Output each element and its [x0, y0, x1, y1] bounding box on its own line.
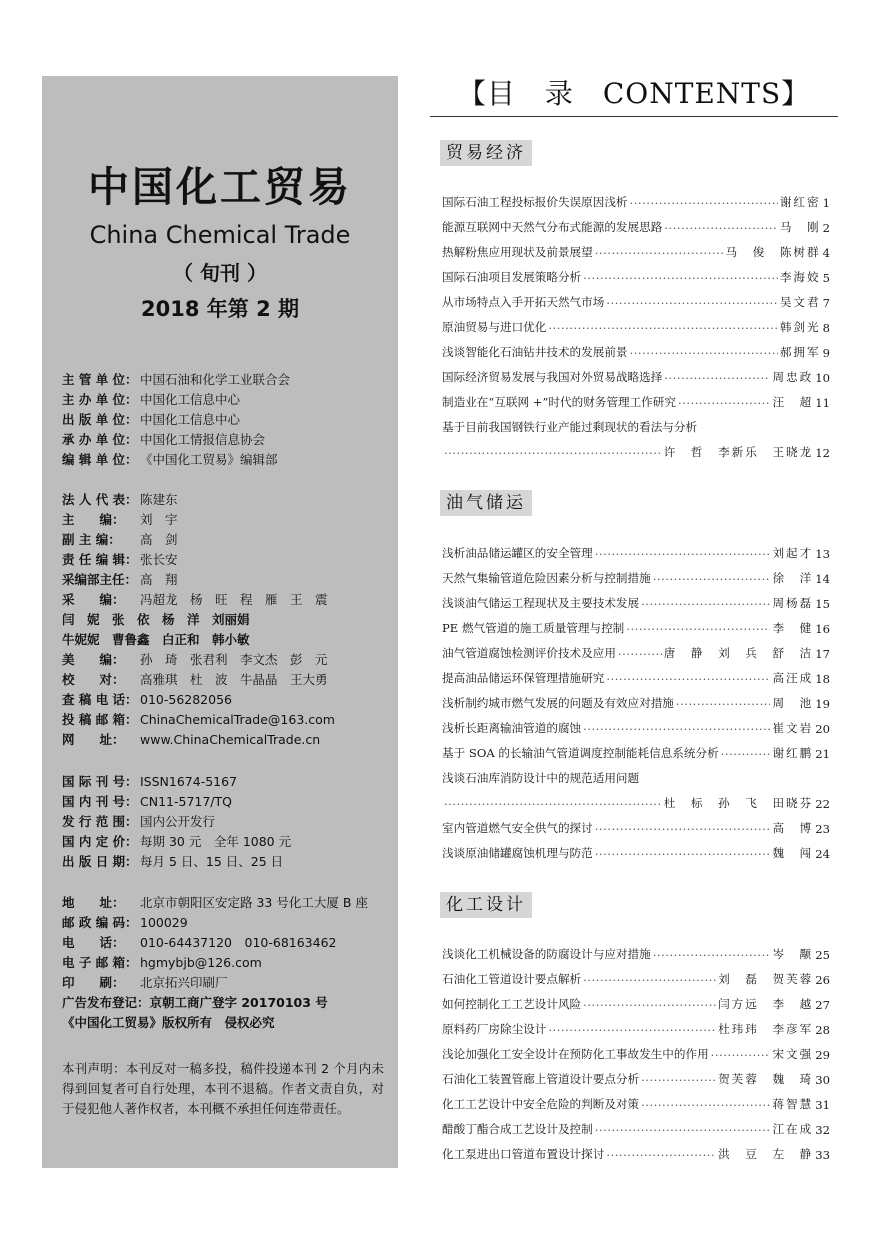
toc-entry-title: 提高油品储运环保管理措施研究: [442, 671, 605, 685]
dot-leader: [653, 572, 771, 586]
toc-entry-title: 浅析长距离输油管道的腐蚀: [442, 721, 582, 735]
toc-entry-author: 闫方远 李 越: [718, 997, 814, 1011]
toc-entry-page: 23: [815, 822, 830, 836]
toc-entry-author: 贺芙蓉 魏 琦: [718, 1072, 814, 1086]
toc-entry-author: 谢红鹏: [772, 746, 814, 760]
toc-list-oil-gas-storage: [442, 536, 830, 861]
info-value: CN11-5717/TQ: [140, 794, 232, 809]
info-value: 高 剑: [140, 532, 178, 547]
toc-entry[interactable]: [442, 285, 830, 310]
toc-entry-page: 15: [815, 597, 830, 611]
dot-leader: [444, 797, 662, 811]
toc-entry-title: 能源互联网中天然气分布式能源的发展思路: [442, 220, 663, 234]
info-label: 国 内 刊 号：: [62, 794, 138, 809]
dot-leader: [606, 672, 770, 686]
toc-entry-title: 从市场特点入手开拓天然气市场: [442, 295, 605, 309]
info-label: 主 办 单 位：: [62, 392, 138, 407]
toc-entry[interactable]: [442, 435, 830, 460]
dot-leader: [595, 1123, 771, 1137]
toc-entry[interactable]: [442, 811, 830, 836]
toc-entry-author: 宋文强: [772, 1047, 814, 1061]
toc-entry-author: 吴文君: [779, 295, 821, 309]
toc-entry-page: 25: [815, 948, 830, 962]
disclaimer: 本刊声明：本刊反对一稿多投，稿件投递本刊 2 个月内未得到回复者可自行处理，本刊不退稿。作者文责自负，对于侵犯他人著作权者，本刊概不承担任何连带责任。: [62, 1061, 384, 1116]
toc-entry-title: 浅析油品储运罐区的安全管理: [442, 546, 593, 560]
info-row: [62, 933, 392, 953]
info-value: 《中国化工贸易》编辑部: [140, 452, 278, 467]
toc-list-chemical-design: [442, 937, 830, 1162]
toc-entry-title: PE 燃气管道的施工质量管理与控制: [442, 621, 625, 635]
toc-entry-author: 马 刚: [779, 220, 821, 234]
toc-entry[interactable]: [442, 661, 830, 686]
dot-leader: [583, 973, 716, 987]
info-row: [62, 772, 392, 792]
info-label: 主 管 单 位：: [62, 372, 138, 387]
info-value: 《中国化工贸易》版权所有 侵权必究: [62, 1015, 275, 1030]
dot-leader: [711, 1048, 771, 1062]
info-value: 每月 5 日、15 日、25 日: [140, 854, 284, 869]
toc-entry[interactable]: [442, 536, 830, 561]
info-value: 北京拓兴印刷厂: [140, 975, 228, 990]
dot-leader: [618, 647, 662, 661]
toc-entry-author: 周 池: [772, 696, 814, 710]
toc-entry[interactable]: [442, 736, 830, 761]
publisher-info: [62, 370, 392, 470]
toc-entry-page: 8: [822, 321, 830, 335]
info-label: 美 编：: [62, 652, 125, 667]
dot-leader: [583, 998, 716, 1012]
toc-entry-title: 室内管道燃气安全供气的探讨: [442, 821, 593, 835]
info-label: 国 际 刊 号：: [62, 774, 138, 789]
toc-entry[interactable]: [442, 1037, 830, 1062]
dot-leader: [595, 847, 771, 861]
toc-entry[interactable]: [442, 1112, 830, 1137]
toc-entry-author: 周忠政: [772, 370, 814, 384]
toc-entry-page: 26: [815, 973, 830, 987]
info-label: 出 版 单 位：: [62, 412, 138, 427]
info-value: 刘 宇: [140, 512, 178, 527]
info-value: hgmybjb@126.com: [140, 955, 262, 970]
toc-entry-author: 高 博: [772, 821, 814, 835]
info-row: [62, 710, 392, 730]
toc-entry[interactable]: [442, 711, 830, 736]
toc-entry-title: 原油贸易与进口优化: [442, 320, 547, 334]
toc-entry-page: 30: [815, 1073, 830, 1087]
info-label: 校 对：: [62, 672, 125, 687]
toc-entry[interactable]: [442, 937, 830, 962]
dot-leader: [664, 371, 770, 385]
toc-entry-page: 7: [822, 296, 830, 310]
dot-leader: [583, 271, 778, 285]
toc-entry-title: 如何控制化工工艺设计风险: [442, 997, 582, 1011]
toc-entry-author: 蒋智慧: [772, 1097, 814, 1111]
magazine-frequency: （ 旬刊 ）: [173, 261, 267, 285]
info-row: [62, 792, 392, 812]
toc-entry-page: 11: [815, 396, 830, 410]
info-value: www.ChinaChemicalTrade.cn: [140, 732, 321, 747]
toc-entry-title: 原料药厂房除尘设计: [442, 1022, 547, 1036]
info-row: [62, 913, 392, 933]
toc-list-trade-economy: [442, 185, 830, 460]
dot-leader: [606, 1148, 716, 1162]
dot-leader: [641, 1098, 770, 1112]
info-label: 承 办 单 位：: [62, 432, 138, 447]
dot-leader: [630, 196, 778, 210]
dot-leader: [595, 246, 724, 260]
toc-entry-author: 马 俊 陈树群: [725, 245, 821, 259]
info-value: ChinaChemicalTrade@163.com: [140, 712, 335, 727]
publication-info: [62, 772, 392, 872]
info-value: 北京市朝阳区安定路 33 号化工大厦 B 座: [140, 895, 368, 910]
toc-entry-author: 刘起才: [772, 546, 814, 560]
toc-entry[interactable]: [442, 987, 830, 1012]
toc-entry-title: 热解粉焦应用现状及前景展望: [442, 245, 593, 259]
toc-entry-title: 基于目前我国钢铁行业产能过剩现状的看法与分析: [442, 420, 698, 434]
info-row: [62, 893, 392, 913]
info-row: [62, 550, 392, 570]
section-label-chemical-design: 化工设计: [440, 892, 532, 918]
toc-entry[interactable]: [442, 235, 830, 260]
toc-entry-page: 9: [822, 346, 830, 360]
dot-leader: [653, 948, 771, 962]
toc-entry[interactable]: [442, 561, 830, 586]
toc-entry[interactable]: [442, 611, 830, 636]
info-value: 100029: [140, 915, 188, 930]
info-value: 010-56282056: [140, 692, 232, 707]
info-label: 采 编：: [62, 592, 125, 607]
dot-leader: [444, 446, 662, 460]
info-label: 地 址：: [62, 895, 125, 910]
toc-entry-title: 石油化工管道设计要点解析: [442, 972, 582, 986]
dot-leader: [626, 622, 770, 636]
toc-entry-author: 周杨磊: [772, 596, 814, 610]
info-row: [62, 510, 392, 530]
info-row: [62, 1013, 392, 1033]
toc-entry-author: 魏 闯: [772, 846, 814, 860]
info-value: 国内公开发行: [140, 814, 216, 829]
dot-leader: [721, 747, 771, 761]
info-row: [62, 953, 392, 973]
toc-entry[interactable]: [442, 1012, 830, 1037]
editorial-staff-info: [62, 490, 392, 750]
info-value: 孙 琦 张君利 李文杰 彭 元: [140, 652, 328, 667]
toc-entry-author: 郝拥军: [779, 345, 821, 359]
info-row: [62, 590, 392, 610]
toc-entry-page: 18: [815, 672, 830, 686]
info-label: 法 人 代 表：: [62, 492, 138, 507]
info-row: [62, 610, 392, 630]
toc-entry[interactable]: [442, 310, 830, 335]
toc-entry[interactable]: [442, 335, 830, 360]
toc-entry[interactable]: [442, 1062, 830, 1087]
info-row: [62, 650, 392, 670]
toc-entry-page: 12: [815, 446, 830, 460]
toc-entry-author: 唐 静 刘 兵 舒 洁: [663, 646, 814, 660]
toc-entry-page: 24: [815, 847, 830, 861]
info-row: [62, 490, 392, 510]
toc-entry[interactable]: [442, 410, 830, 435]
info-value: 中国化工信息中心: [140, 412, 241, 427]
toc-entry-page: 5: [822, 271, 830, 285]
info-row: [62, 973, 392, 993]
dot-leader: [630, 346, 778, 360]
toc-entry[interactable]: [442, 761, 830, 786]
toc-entry-page: 13: [815, 547, 830, 561]
toc-entry-title: 浅谈石油库消防设计中的规范适用问题: [442, 771, 640, 785]
toc-entry-title: 浅谈智能化石油钻井技术的发展前景: [442, 345, 628, 359]
magazine-issue: 2018 年第 2 期: [141, 297, 299, 321]
toc-entry[interactable]: [442, 210, 830, 235]
toc-entry-author: 杜玮玮 李彦军: [718, 1022, 814, 1036]
info-label: 出 版 日 期：: [62, 854, 138, 869]
toc-entry-title: 国际石油项目发展策略分析: [442, 270, 582, 284]
toc-entry-page: 16: [815, 622, 830, 636]
toc-entry-title: 化工泵进出口管道布置设计探讨: [442, 1147, 605, 1161]
toc-entry-author: 刘 磊 贺芙蓉: [718, 972, 814, 986]
dot-leader: [595, 547, 771, 561]
dot-leader: [548, 1023, 716, 1037]
masthead-panel: [42, 76, 398, 1168]
info-row: [62, 390, 392, 410]
info-value: 冯超龙 杨 旺 程 雁 王 震: [140, 592, 328, 607]
info-label: 发 行 范 围：: [62, 814, 138, 829]
info-label: 印 刷：: [62, 975, 125, 990]
info-row: [62, 410, 392, 430]
info-label: 电 子 邮 箱：: [62, 955, 138, 970]
toc-entry-author: 岑 颙: [772, 947, 814, 961]
info-label: 邮 政 编 码：: [62, 915, 138, 930]
toc-entry-page: 14: [815, 572, 830, 586]
info-row: [62, 812, 392, 832]
info-label: 责 任 编 辑：: [62, 552, 138, 567]
info-value: 高雅琪 杜 波 牛晶晶 王大勇: [140, 672, 328, 687]
dot-leader: [678, 396, 770, 410]
info-label: 电 话：: [62, 935, 125, 950]
toc-entry-author: 谢红密: [779, 195, 821, 209]
info-value: 张长安: [140, 552, 178, 567]
info-value: 牛妮妮 曹鲁鑫 白正和 韩小敏: [62, 632, 250, 647]
toc-entry-title: 天然气集输管道危险因素分析与控制措施: [442, 571, 651, 585]
toc-entry[interactable]: [442, 260, 830, 285]
toc-entry-page: 1: [822, 196, 830, 210]
toc-entry-title: 制造业在“互联网 +”时代的财务管理工作研究: [442, 395, 676, 409]
section-label-trade-economy: 贸易经济: [440, 140, 532, 166]
toc-entry[interactable]: [442, 360, 830, 385]
magazine-title-cn: 中国化工贸易: [88, 163, 352, 211]
info-label: 副 主 编：: [62, 532, 121, 547]
info-row: [62, 430, 392, 450]
toc-entry[interactable]: [442, 686, 830, 711]
toc-entry[interactable]: [442, 185, 830, 210]
info-label: 网 址：: [62, 732, 125, 747]
toc-entry-title: 浅谈原油储罐腐蚀机理与防范: [442, 846, 593, 860]
info-row: [62, 530, 392, 550]
toc-entry-page: 28: [815, 1023, 830, 1037]
dot-leader: [606, 296, 777, 310]
info-value: 广告发布登记：京朝工商广登字 20170103 号: [62, 995, 328, 1010]
toc-entry[interactable]: [442, 1087, 830, 1112]
info-row: [62, 670, 392, 690]
toc-entry-title: 国际石油工程投标报价失误原因浅析: [442, 195, 628, 209]
info-label: 投 稿 邮 箱：: [62, 712, 138, 727]
info-row: [62, 832, 392, 852]
toc-entry-author: 李海姣: [779, 270, 821, 284]
toc-entry[interactable]: [442, 385, 830, 410]
toc-entry-author: 江在成: [772, 1122, 814, 1136]
dot-leader: [595, 822, 771, 836]
info-row: [62, 690, 392, 710]
toc-entry-author: 高汪成: [772, 671, 814, 685]
toc-entry-author: 杜 标 孙 飞 田晓芬: [663, 796, 814, 810]
info-label: 主 编：: [62, 512, 125, 527]
toc-entry-author: 徐 洋: [772, 571, 814, 585]
info-label: 查 稿 电 话：: [62, 692, 138, 707]
toc-entry-title: 化工工艺设计中安全危险的判断及对策: [442, 1097, 640, 1111]
contact-info: [62, 893, 392, 1033]
toc-entry[interactable]: [442, 962, 830, 987]
toc-entry-page: 4: [822, 246, 830, 260]
toc-entry-title: 石油化工装置管廊上管道设计要点分析: [442, 1072, 640, 1086]
toc-entry-title: 浅析制约城市燃气发展的问题及有效应对措施: [442, 696, 674, 710]
dot-leader: [548, 321, 777, 335]
info-row: [62, 630, 392, 650]
dot-leader: [664, 221, 778, 235]
info-value: 闫 妮 张 依 杨 洋 刘丽娟: [62, 612, 250, 627]
toc-entry[interactable]: [442, 636, 830, 661]
info-label: 采编部主任：: [62, 572, 138, 587]
info-row: [62, 730, 392, 750]
info-row: [62, 570, 392, 590]
info-value: 陈建东: [140, 492, 178, 507]
info-value: 高 翔: [140, 572, 178, 587]
section-label-oil-gas-storage: 油气储运: [440, 490, 532, 516]
dot-leader: [641, 1073, 716, 1087]
toc-entry-page: 19: [815, 697, 830, 711]
toc-entry[interactable]: [442, 836, 830, 861]
toc-entry-author: 汪 超: [772, 395, 814, 409]
dot-leader: [676, 697, 771, 711]
toc-entry-title: 醋酸丁酯合成工艺设计及控制: [442, 1122, 593, 1136]
info-value: 中国化工信息中心: [140, 392, 241, 407]
info-value: 中国化工情报信息协会: [140, 432, 266, 447]
toc-entry-page: 31: [815, 1098, 830, 1112]
toc-entry-page: 29: [815, 1048, 830, 1062]
toc-entry-page: 20: [815, 722, 830, 736]
magazine-title-en: China Chemical Trade: [89, 221, 351, 249]
info-row: [62, 852, 392, 872]
toc-entry-title: 浅论加强化工安全设计在预防化工事故发生中的作用: [442, 1047, 709, 1061]
toc-entry-page: 10: [815, 371, 830, 385]
info-row: [62, 450, 392, 470]
toc-entry[interactable]: [442, 786, 830, 811]
toc-entry-page: 32: [815, 1123, 830, 1137]
toc-entry-page: 17: [815, 647, 830, 661]
info-value: 010-64437120 010-68163462: [140, 935, 337, 950]
info-value: 中国石油和化学工业联合会: [140, 372, 291, 387]
toc-entry-page: 22: [815, 797, 830, 811]
header-divider: [430, 116, 838, 117]
toc-entry-title: 基于 SOA 的长输油气管道调度控制能耗信息系统分析: [442, 746, 719, 760]
toc-entry[interactable]: [442, 586, 830, 611]
toc-entry-author: 崔文岩: [772, 721, 814, 735]
toc-entry-title: 油气管道腐蚀检测评价技术及应用: [442, 646, 616, 660]
toc-entry-title: 浅谈油气储运工程现状及主要技术发展: [442, 596, 640, 610]
info-label: 国 内 定 价：: [62, 834, 138, 849]
toc-entry-title: 国际经济贸易发展与我国对外贸易战略选择: [442, 370, 663, 384]
toc-entry-page: 21: [815, 747, 830, 761]
info-label: 编 辑 单 位：: [62, 452, 138, 467]
contents-header: 【目 录 CONTENTS】: [457, 77, 811, 110]
toc-entry-page: 27: [815, 998, 830, 1012]
toc-entry-author: 韩剑光: [779, 320, 821, 334]
toc-entry-title: 浅谈化工机械设备的防腐设计与应对措施: [442, 947, 651, 961]
info-value: 每期 30 元 全年 1080 元: [140, 834, 292, 849]
toc-entry-author: 许 哲 李新乐 王晓龙: [663, 445, 814, 459]
info-value: ISSN1674-5167: [140, 774, 238, 789]
toc-entry-author: 洪 豆 左 静: [718, 1147, 814, 1161]
dot-leader: [641, 597, 770, 611]
dot-leader: [583, 722, 770, 736]
toc-entry-page: 2: [822, 221, 830, 235]
info-row: [62, 993, 392, 1013]
info-row: [62, 370, 392, 390]
toc-entry[interactable]: [442, 1137, 830, 1162]
toc-entry-page: 33: [815, 1148, 830, 1162]
toc-entry-author: 李 健: [772, 621, 814, 635]
